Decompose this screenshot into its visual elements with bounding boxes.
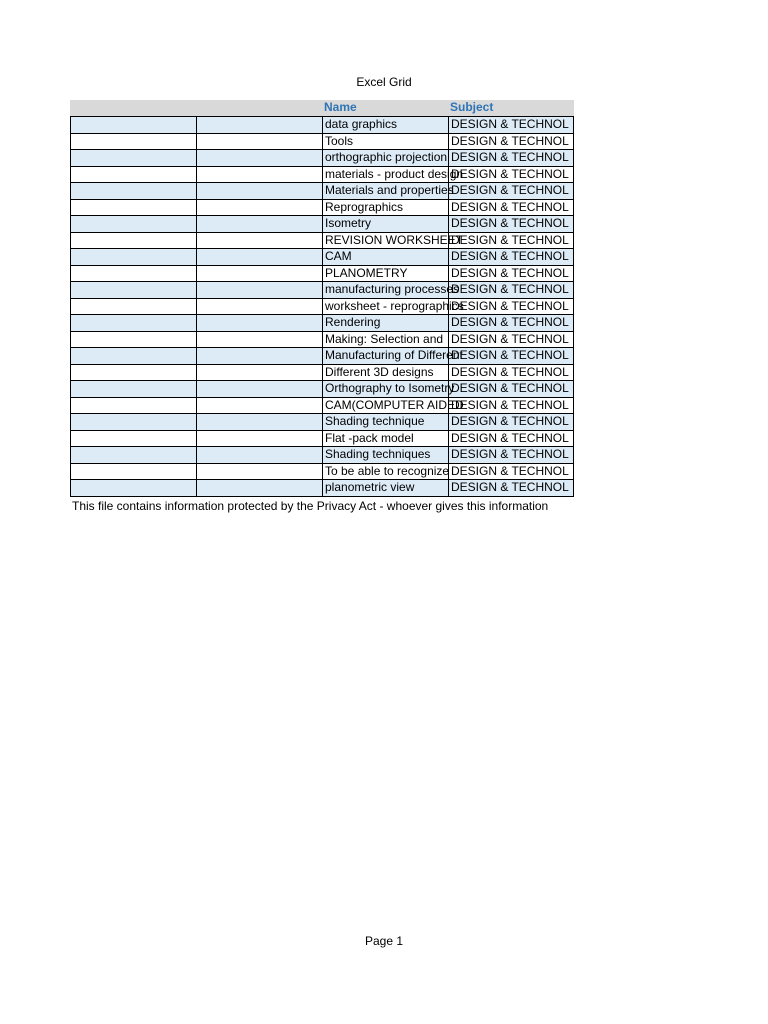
excel-grid [70, 100, 574, 497]
table-row [70, 463, 574, 480]
empty-cell[interactable] [196, 380, 322, 397]
subject-cell[interactable]: DESIGN & TECHNOL [448, 265, 574, 282]
name-cell[interactable]: Orthography to Isometry [322, 380, 448, 397]
subject-cell[interactable]: DESIGN & TECHNOL [448, 397, 574, 414]
name-cell[interactable]: planometric view [322, 479, 448, 496]
table-header-row [70, 100, 574, 116]
name-cell[interactable]: Reprographics [322, 199, 448, 216]
table-row [70, 430, 574, 447]
name-cell[interactable]: Flat -pack model [322, 430, 448, 447]
name-cell[interactable]: CAM(COMPUTER AIDED [322, 397, 448, 414]
empty-cell[interactable] [196, 248, 322, 265]
table-row [70, 215, 574, 232]
empty-cell[interactable] [70, 347, 196, 364]
empty-cell[interactable] [196, 397, 322, 414]
empty-cell[interactable] [70, 265, 196, 282]
empty-cell[interactable] [196, 413, 322, 430]
subject-cell[interactable]: DESIGN & TECHNOL [448, 116, 574, 133]
empty-cell[interactable] [196, 298, 322, 315]
subject-cell[interactable]: DESIGN & TECHNOL [448, 380, 574, 397]
empty-cell[interactable] [70, 314, 196, 331]
name-cell[interactable]: REVISION WORKSHEET [322, 232, 448, 249]
subject-cell[interactable]: DESIGN & TECHNOL [448, 331, 574, 348]
name-cell[interactable]: Different 3D designs [322, 364, 448, 381]
empty-cell[interactable] [70, 182, 196, 199]
empty-cell[interactable] [70, 331, 196, 348]
name-cell[interactable]: manufacturing processes [322, 281, 448, 298]
empty-cell[interactable] [196, 430, 322, 447]
subject-cell[interactable]: DESIGN & TECHNOL [448, 298, 574, 315]
empty-cell[interactable] [196, 364, 322, 381]
header-cell-col-a [70, 100, 196, 116]
table-row [70, 166, 574, 183]
name-cell[interactable]: PLANOMETRY [322, 265, 448, 282]
name-cell[interactable]: Manufacturing of Different [322, 347, 448, 364]
name-cell[interactable]: data graphics [322, 116, 448, 133]
name-cell[interactable]: CAM [322, 248, 448, 265]
empty-cell[interactable] [70, 149, 196, 166]
empty-cell[interactable] [70, 479, 196, 496]
subject-cell[interactable]: DESIGN & TECHNOL [448, 479, 574, 496]
subject-cell[interactable]: DESIGN & TECHNOL [448, 166, 574, 183]
empty-cell[interactable] [196, 314, 322, 331]
empty-cell[interactable] [70, 413, 196, 430]
table-row [70, 479, 574, 496]
empty-cell[interactable] [196, 331, 322, 348]
privacy-notice: This file contains information protected by the Privacy Act - whoever gives this information [72, 499, 549, 513]
header-cell-name: Name [324, 100, 357, 114]
empty-cell[interactable] [70, 380, 196, 397]
subject-cell[interactable]: DESIGN & TECHNOL [448, 364, 574, 381]
empty-cell[interactable] [70, 199, 196, 216]
name-cell[interactable]: Isometry [322, 215, 448, 232]
empty-cell[interactable] [70, 116, 196, 133]
table-row [70, 281, 574, 298]
table-row [70, 413, 574, 430]
subject-cell[interactable]: DESIGN & TECHNOL [448, 463, 574, 480]
table-row [70, 182, 574, 199]
table-row [70, 133, 574, 150]
table-row [70, 232, 574, 249]
table-row [70, 298, 574, 315]
name-cell[interactable]: Shading techniques [322, 446, 448, 463]
table-row [70, 347, 574, 364]
name-cell[interactable]: materials - product design [322, 166, 448, 183]
empty-cell[interactable] [70, 430, 196, 447]
subject-cell[interactable]: DESIGN & TECHNOL [448, 347, 574, 364]
subject-cell[interactable]: DESIGN & TECHNOL [448, 314, 574, 331]
empty-cell[interactable] [196, 265, 322, 282]
subject-cell[interactable]: DESIGN & TECHNOL [448, 215, 574, 232]
table-row [70, 248, 574, 265]
page-title: Excel Grid [356, 75, 412, 89]
table-row [70, 397, 574, 414]
subject-cell[interactable]: DESIGN & TECHNOL [448, 182, 574, 199]
empty-cell[interactable] [196, 149, 322, 166]
empty-cell[interactable] [196, 347, 322, 364]
subject-cell[interactable]: DESIGN & TECHNOL [448, 413, 574, 430]
subject-cell[interactable]: DESIGN & TECHNOL [448, 149, 574, 166]
empty-cell[interactable] [196, 281, 322, 298]
subject-cell[interactable]: DESIGN & TECHNOL [448, 133, 574, 150]
name-cell[interactable]: Rendering [322, 314, 448, 331]
table-row [70, 314, 574, 331]
name-cell[interactable]: Shading technique [322, 413, 448, 430]
subject-cell[interactable]: DESIGN & TECHNOL [448, 248, 574, 265]
empty-cell[interactable] [196, 232, 322, 249]
empty-cell[interactable] [70, 215, 196, 232]
empty-cell[interactable] [196, 166, 322, 183]
empty-cell[interactable] [70, 248, 196, 265]
empty-cell[interactable] [70, 133, 196, 150]
table-row [70, 149, 574, 166]
table-row [70, 446, 574, 463]
empty-cell[interactable] [70, 281, 196, 298]
subject-cell[interactable]: DESIGN & TECHNOL [448, 232, 574, 249]
name-cell[interactable]: worksheet - reprographics [322, 298, 448, 315]
table-row [70, 364, 574, 381]
subject-cell[interactable]: DESIGN & TECHNOL [448, 430, 574, 447]
empty-cell[interactable] [196, 116, 322, 133]
table-row [70, 116, 574, 133]
empty-cell[interactable] [196, 133, 322, 150]
empty-cell[interactable] [196, 199, 322, 216]
empty-cell[interactable] [70, 232, 196, 249]
empty-cell[interactable] [196, 463, 322, 480]
name-cell[interactable]: Tools [322, 133, 448, 150]
name-cell[interactable]: Materials and properties [322, 182, 448, 199]
empty-cell[interactable] [70, 463, 196, 480]
subject-cell[interactable]: DESIGN & TECHNOL [448, 446, 574, 463]
subject-cell[interactable]: DESIGN & TECHNOL [448, 199, 574, 216]
table-row [70, 380, 574, 397]
empty-cell[interactable] [196, 215, 322, 232]
header-cell-subject: Subject [450, 100, 494, 114]
table-row [70, 331, 574, 348]
empty-cell[interactable] [70, 166, 196, 183]
subject-cell[interactable]: DESIGN & TECHNOL [448, 281, 574, 298]
empty-cell[interactable] [196, 182, 322, 199]
table-row [70, 265, 574, 282]
table-row [70, 199, 574, 216]
empty-cell[interactable] [196, 446, 322, 463]
empty-cell[interactable] [70, 364, 196, 381]
empty-cell[interactable] [70, 397, 196, 414]
table-body [70, 116, 574, 497]
empty-cell[interactable] [70, 298, 196, 315]
name-cell[interactable]: To be able to recognize [322, 463, 448, 480]
empty-cell[interactable] [70, 446, 196, 463]
name-cell[interactable]: Making: Selection and [322, 331, 448, 348]
header-cell-col-b [196, 100, 322, 116]
page-number: Page 1 [364, 934, 404, 948]
empty-cell[interactable] [196, 479, 322, 496]
name-cell[interactable]: orthographic projection [322, 149, 448, 166]
